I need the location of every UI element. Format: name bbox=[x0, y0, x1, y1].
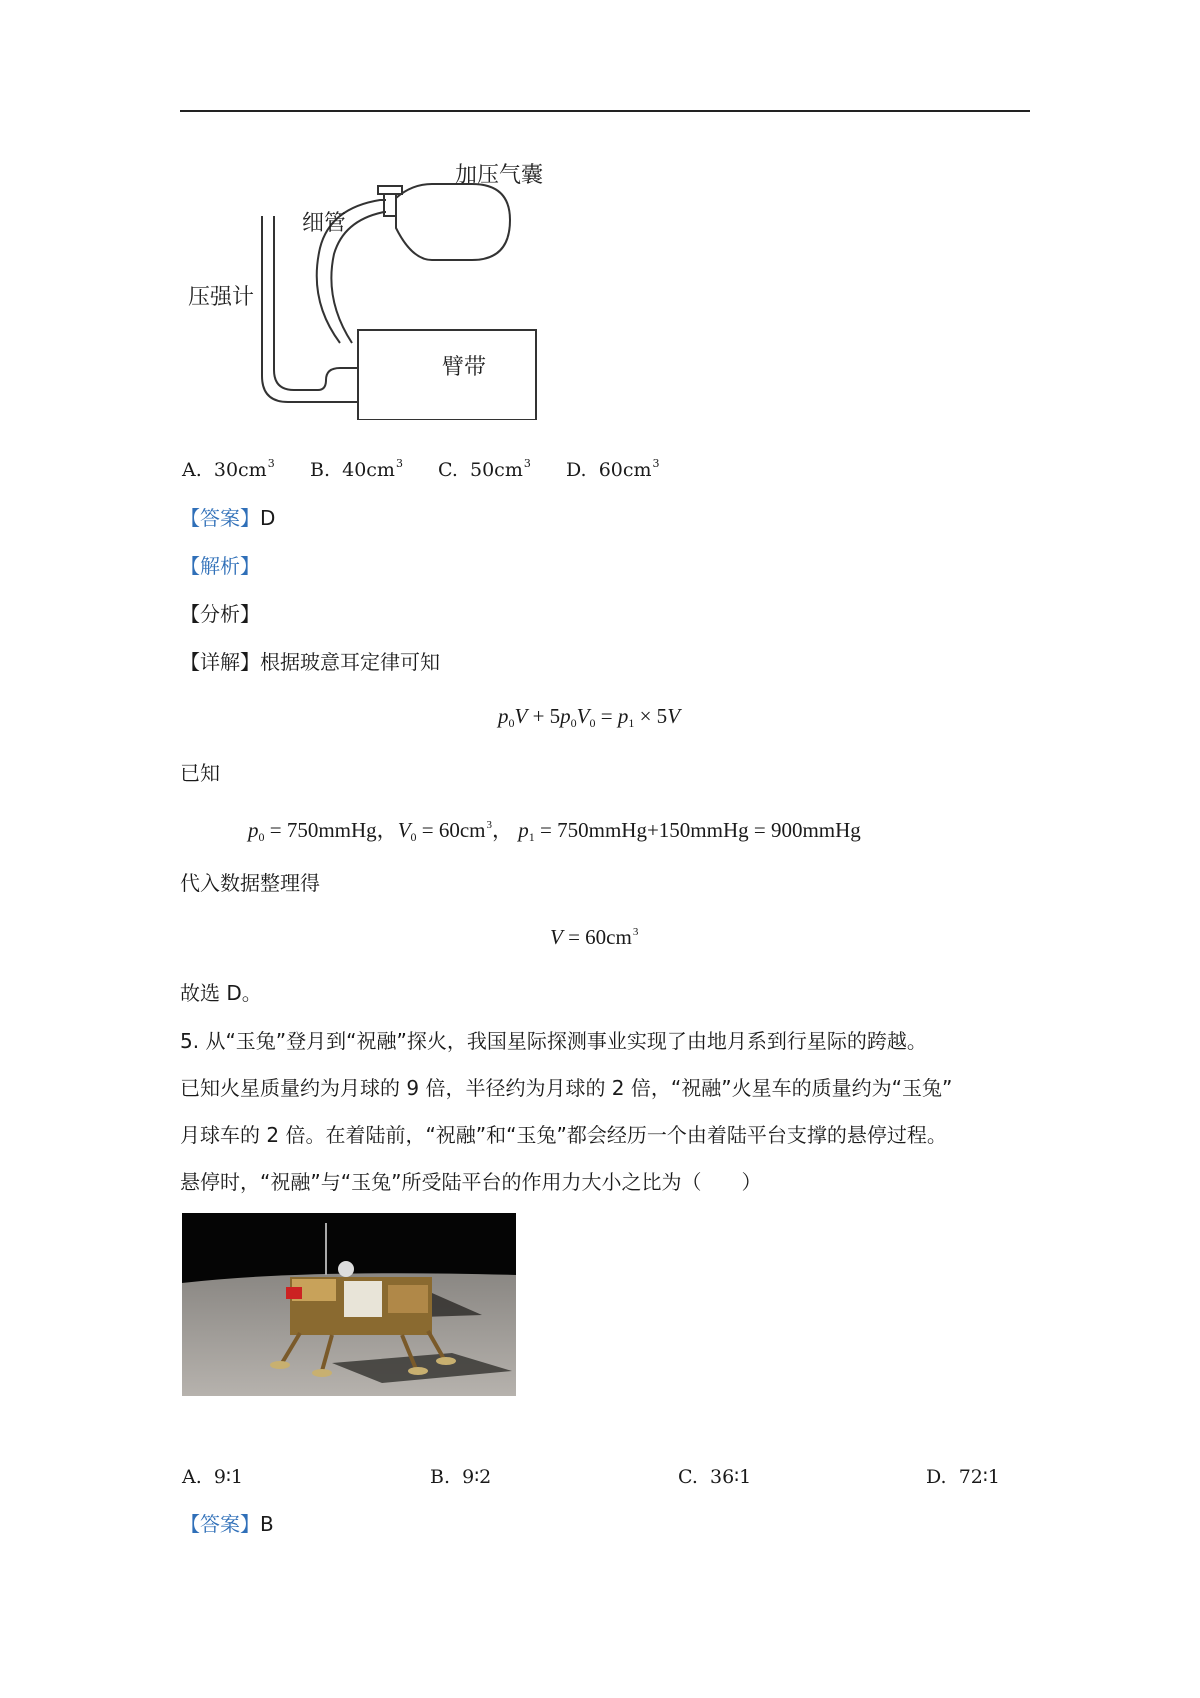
equation-known-values: $p_0$ = 750mmHg，$V_0 = 60cm^3$， $p_1$ = 750mmHg+150mmHg = 900mmHg bbox=[248, 818, 861, 844]
answer-tag: 【答案】 bbox=[180, 1512, 260, 1536]
diagram-label-bulb: 加压气囊 bbox=[455, 163, 544, 188]
q4-known: 已知 bbox=[180, 761, 220, 785]
lander-photo bbox=[182, 1213, 516, 1396]
answer-value: B bbox=[260, 1512, 274, 1536]
q4-option-a: A. $30cm^3$ bbox=[182, 457, 275, 481]
diagram-label-gauge: 压强计 bbox=[188, 285, 255, 310]
q5-option-c: C. 36∶1 bbox=[678, 1466, 752, 1488]
answer-value: D bbox=[260, 506, 276, 530]
q4-option-d: D. $60cm^3$ bbox=[566, 457, 660, 481]
q5-option-b: B. 9∶2 bbox=[430, 1466, 492, 1488]
q4-fenxi-tag: 【分析】 bbox=[180, 602, 260, 626]
q4-substitute: 代入数据整理得 bbox=[180, 871, 320, 895]
q4-option-b: B. $40cm^3$ bbox=[310, 457, 403, 481]
header-rule bbox=[180, 110, 1030, 112]
lunar-lander-image bbox=[182, 1213, 516, 1396]
q4-conclusion: 故选 D。 bbox=[180, 981, 262, 1005]
diagram-label-tube: 细管 bbox=[302, 211, 347, 236]
q5-option-d: D. 72∶1 bbox=[926, 1466, 1000, 1488]
q4-option-c: C. $50cm^3$ bbox=[438, 457, 531, 481]
blood-pressure-diagram bbox=[180, 150, 580, 420]
q4-answer-line bbox=[180, 506, 275, 530]
equation-result: $V = 60cm^3$ bbox=[550, 925, 639, 949]
diagram-label-cuff: 臂带 bbox=[442, 355, 487, 380]
q5-option-a: A. 9∶1 bbox=[182, 1466, 243, 1488]
q5-answer-line bbox=[180, 1512, 274, 1536]
answer-tag: 【答案】 bbox=[180, 506, 260, 530]
equation-boyle: $p_0V + 5p_0V_0 = p_1 \times 5V$ bbox=[498, 704, 681, 730]
q4-analysis-tag: 【解析】 bbox=[180, 554, 260, 578]
q4-detail-line: 【详解】根据玻意耳定律可知 bbox=[180, 650, 440, 674]
q5-stem-line-3: 月球车的 2 倍。在着陆前，“祝融”和“玉兔”都会经历一个由着陆平台支撑的悬停过程。 bbox=[180, 1123, 947, 1147]
q5-stem-line-1: 5. 从“玉兔”登月到“祝融”探火，我国星际探测事业实现了由地月系到行星际的跨越。 bbox=[180, 1029, 927, 1053]
q5-stem-line-4: 悬停时，“祝融”与“玉兔”所受陆平台的作用力大小之比为（ ） bbox=[180, 1170, 762, 1194]
q5-stem-line-2: 已知火星质量约为月球的 9 倍，半径约为月球的 2 倍，“祝融”火星车的质量约为“玉兔” bbox=[180, 1076, 953, 1100]
